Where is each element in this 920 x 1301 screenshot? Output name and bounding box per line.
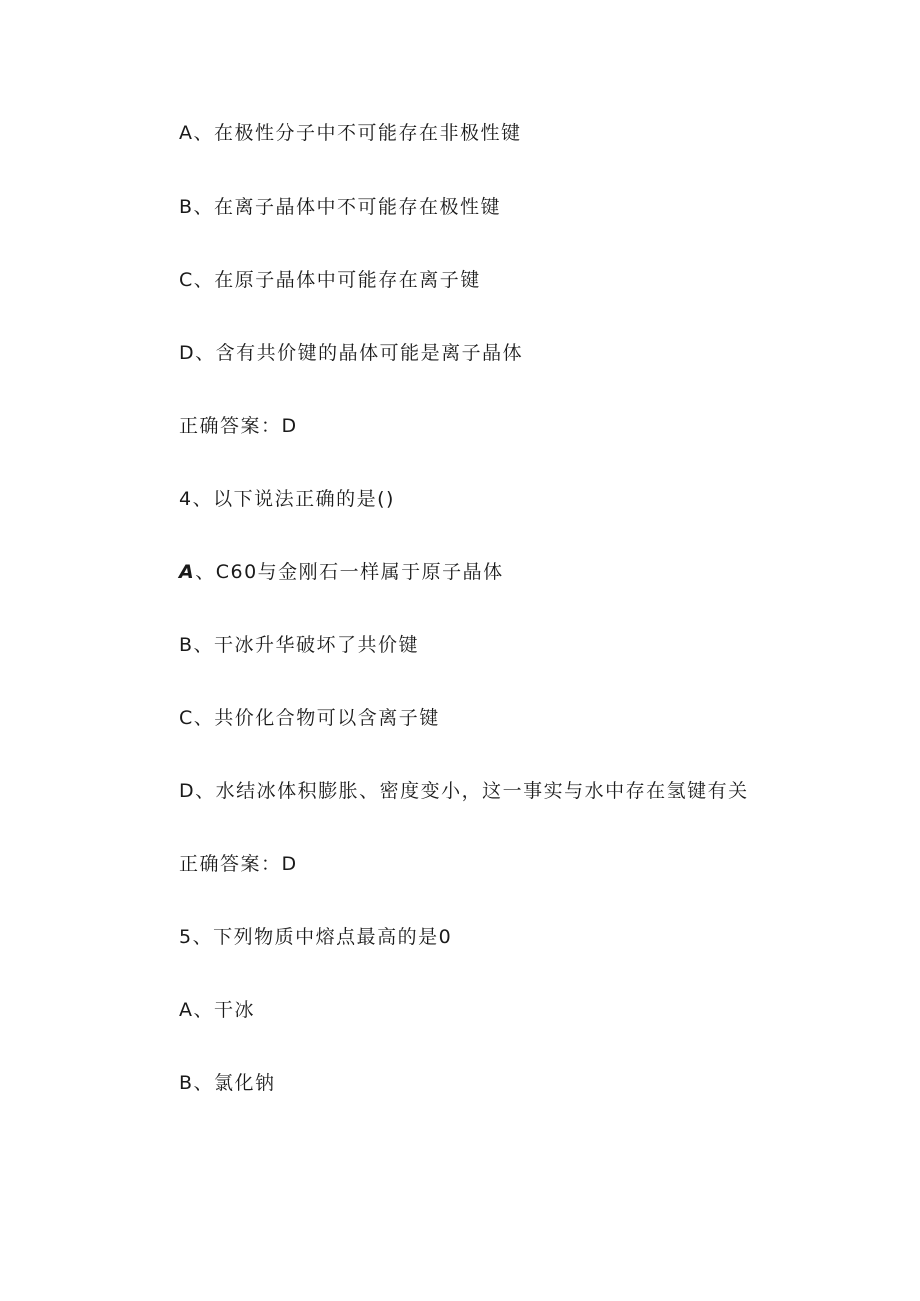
option-b-q4: B、干冰升华破坏了共价键 <box>179 634 420 656</box>
option-a-q5: A、干冰 <box>179 999 255 1021</box>
option-d-q3: D、含有共价键的晶体可能是离子晶体 <box>179 342 524 364</box>
option-marker: A <box>179 561 196 583</box>
option-b-q3: B、在离子晶体中不可能存在极性键 <box>179 196 502 218</box>
option-a-q3: A、在极性分子中不可能存在非极性键 <box>179 122 522 144</box>
option-d-q4: D、水结冰体积膨胀、密度变小，这一事实与水中存在氢键有关 <box>179 780 749 802</box>
option-b-q5: B、氯化钠 <box>179 1072 276 1094</box>
question-4: 4、以下说法正确的是() <box>179 488 395 510</box>
question-5: 5、下列物质中熔点最高的是0 <box>179 926 453 948</box>
option-c-q3: C、在原子晶体中可能存在离子键 <box>179 269 481 291</box>
answer-q3: 正确答案：D <box>179 415 298 437</box>
answer-q4: 正确答案：D <box>179 853 298 875</box>
option-a-q4-text: 、C60与金刚石一样属于原子晶体 <box>195 561 504 583</box>
option-c-q4: C、共价化合物可以含离子键 <box>179 707 440 729</box>
option-a-q4 <box>179 559 504 585</box>
